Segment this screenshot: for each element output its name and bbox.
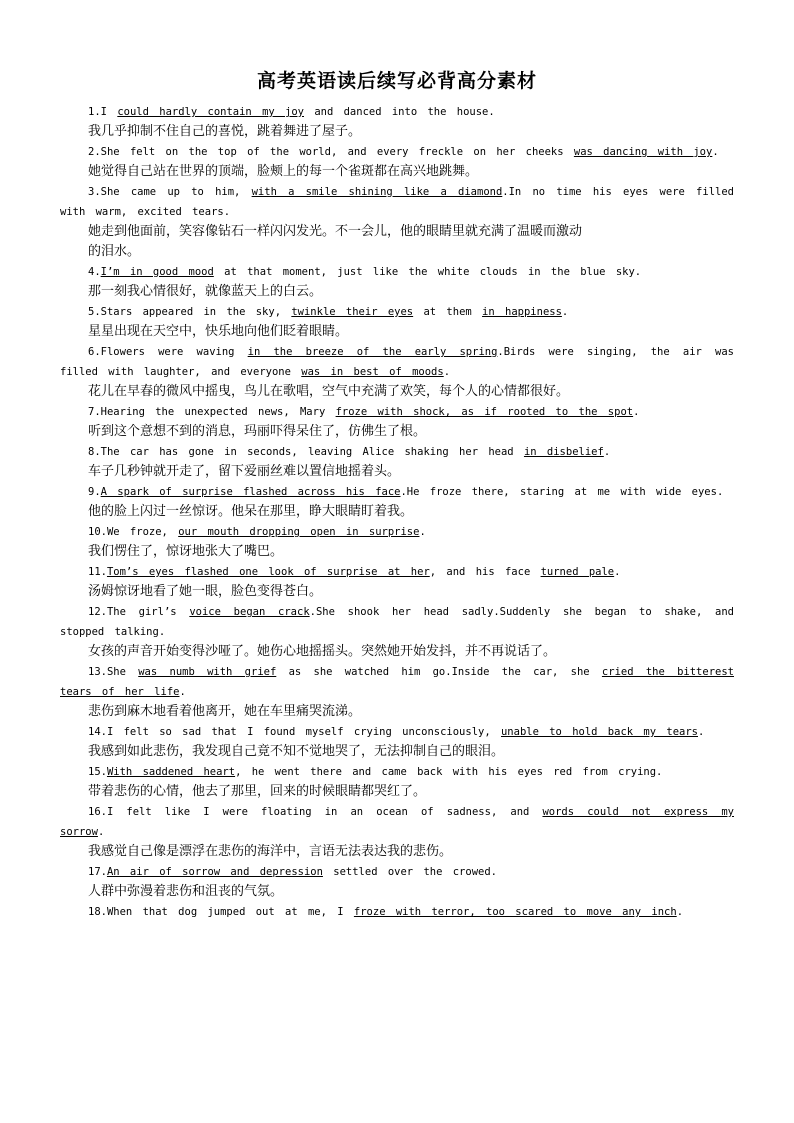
sentence-text: .In no time his eyes were filled with warm, excited tears.	[60, 186, 734, 218]
sentence-text: Hearing the unexpected news, Mary	[100, 406, 336, 418]
english-sentence	[60, 102, 734, 122]
sentence-text: .She shook her head sadly.Suddenly she began to shake, and stopped talking.	[60, 606, 734, 638]
highlighted-phrase: I’m in good mood	[100, 266, 214, 278]
english-sentence	[60, 602, 734, 642]
chinese-translation: 我几乎抑制不住自己的喜悦，跳着舞进了屋子。	[88, 124, 362, 139]
highlighted-phrase: turned pale	[540, 566, 615, 578]
item-number: 16.	[88, 806, 107, 818]
chinese-translation: 我感觉自己像是漂浮在悲伤的海洋中，言语无法表达我的悲伤。	[88, 844, 453, 859]
english-sentence	[60, 142, 734, 162]
item-number: 17.	[88, 866, 107, 878]
highlighted-phrase: A spark of surprise flashed across his face	[100, 486, 401, 498]
chinese-translation: 我感到如此悲伤，我发现自己竟不知不觉地哭了，无法抑制自己的眼泪。	[88, 744, 505, 759]
item-number: 3.	[88, 186, 101, 198]
document-page	[60, 68, 734, 922]
chinese-translation: 她走到他面前，笑容像钻石一样闪闪发光。不一会儿，他的眼睛里就充满了温暖而激动	[88, 224, 583, 239]
list-item	[60, 902, 734, 922]
highlighted-phrase: cried the bitterest tears of her life	[60, 666, 734, 698]
list-item	[60, 142, 734, 182]
list-item	[60, 662, 734, 722]
sentence-text: I felt so sad that I found myself crying unconsciously,	[106, 726, 501, 738]
sentence-text: .	[614, 566, 621, 578]
highlighted-phrase: in disbelief	[523, 446, 604, 458]
english-sentence	[60, 482, 734, 502]
chinese-translation: 人群中弥漫着悲伤和沮丧的气氛。	[88, 884, 284, 899]
sentence-text: .	[419, 526, 426, 538]
highlighted-phrase: could hardly contain my joy	[117, 106, 304, 118]
highlighted-phrase: voice began crack	[189, 606, 310, 618]
list-item	[60, 262, 734, 302]
sentence-text: .	[676, 906, 684, 918]
sentence-text: She came up to him,	[100, 186, 252, 198]
english-sentence	[60, 762, 734, 782]
highlighted-phrase: Tom’s eyes flashed one look of surprise at her	[106, 566, 430, 578]
list-item	[60, 802, 734, 862]
list-item	[60, 442, 734, 482]
highlighted-phrase: froze with terror, too scared to move any inch	[353, 906, 677, 918]
sentence-text: .	[698, 726, 705, 738]
chinese-translation: 带着悲伤的心情，他去了那里，回来的时候眼睛都哭红了。	[88, 784, 427, 799]
highlighted-phrase: words could not express my sorrow	[60, 806, 734, 838]
sentence-text: .	[443, 366, 451, 378]
item-number: 12.	[88, 606, 107, 618]
highlighted-phrase: in the breeze of the early spring	[247, 346, 498, 358]
list-item	[60, 862, 734, 902]
list-item	[60, 182, 734, 262]
sentence-text: at that moment, just like the white clouds in the blue sky.	[213, 266, 642, 278]
chinese-translation: 悲伤到麻木地看着他离开，她在车里痛哭流涕。	[88, 704, 362, 719]
highlighted-phrase: with a smile shining like a diamond	[251, 186, 503, 198]
chinese-translation: 汤姆惊讶地看了她一眼，脸色变得苍白。	[88, 584, 323, 599]
sentence-text: I	[100, 106, 118, 118]
english-sentence	[60, 862, 734, 882]
sentence-text: .	[603, 446, 611, 458]
sentence-text: at them	[413, 306, 483, 318]
highlighted-phrase: froze with shock, as if rooted to the spot	[335, 406, 634, 418]
chinese-translation: 听到这个意想不到的消息，玛丽吓得呆住了，仿佛生了根。	[88, 424, 427, 439]
sentence-text: She felt on the top of the world, and every freckle on her cheeks	[100, 146, 574, 158]
sentence-text: The car has gone in seconds, leaving Alice shaking her head	[100, 446, 524, 458]
item-number: 7.	[88, 406, 101, 418]
english-sentence	[60, 662, 734, 702]
list-item	[60, 342, 734, 402]
english-sentence	[60, 722, 734, 742]
sentence-list	[60, 102, 734, 922]
sentence-text: When that dog jumped out at me, I	[106, 906, 354, 918]
item-number: 5.	[88, 306, 101, 318]
item-number: 4.	[88, 266, 101, 278]
item-number: 8.	[88, 446, 101, 458]
english-sentence	[60, 902, 734, 922]
highlighted-phrase: unable to hold back my tears	[500, 726, 698, 738]
sentence-text: settled over the crowed.	[322, 866, 497, 878]
chinese-translation: 他的脸上闪过一丝惊讶。他呆在那里，睁大眼睛盯着我。	[88, 504, 414, 519]
item-number: 1.	[88, 106, 101, 118]
chinese-translation: 女孩的声音开始变得沙哑了。她伤心地摇摇头。突然她开始发抖，并不再说话了。	[88, 644, 557, 659]
sentence-text: .	[561, 306, 569, 318]
item-number: 18.	[88, 906, 107, 918]
chinese-translation: 星星出现在天空中，快乐地向他们眨着眼睛。	[88, 324, 349, 339]
sentence-text: .	[179, 686, 186, 698]
document-title: 高考英语读后续写必背高分素材	[256, 70, 537, 92]
list-item	[60, 522, 734, 562]
item-number: 13.	[88, 666, 107, 678]
english-sentence	[60, 562, 734, 582]
english-sentence	[60, 802, 734, 842]
item-number: 6.	[88, 346, 101, 358]
sentence-text: Stars appeared in the sky,	[100, 306, 292, 318]
sentence-text: .Birds were singing, the air was filled with laughter, and everyone	[60, 346, 734, 378]
english-sentence	[60, 402, 734, 422]
sentence-text: , he went there and came back with his eyes red from crying.	[235, 766, 663, 778]
english-sentence	[60, 342, 734, 382]
list-item	[60, 302, 734, 342]
sentence-text: as she watched him go.Inside the car, she	[276, 666, 602, 678]
list-item	[60, 722, 734, 762]
sentence-text: I felt like I were floating in an ocean of sadness, and	[106, 806, 543, 818]
sentence-text: The girl’s	[106, 606, 190, 618]
english-sentence	[60, 442, 734, 462]
chinese-translation: 我们愣住了，惊讶地张大了嘴巴。	[88, 544, 284, 559]
highlighted-phrase: was dancing with joy	[573, 146, 713, 158]
highlighted-phrase: With saddened heart	[106, 766, 236, 778]
english-sentence	[60, 182, 734, 222]
sentence-text: We froze,	[106, 526, 179, 538]
list-item	[60, 482, 734, 522]
item-number: 14.	[88, 726, 107, 738]
sentence-text: .	[97, 826, 105, 838]
list-item	[60, 402, 734, 442]
highlighted-phrase: was in best of moods	[301, 366, 444, 378]
chinese-translation: 那一刻我心情很好，就像蓝天上的白云。	[88, 284, 323, 299]
english-sentence	[60, 522, 734, 542]
english-sentence	[60, 262, 734, 282]
sentence-text: .He froze there, staring at me with wide eyes.	[400, 486, 724, 498]
sentence-text: .	[633, 406, 640, 418]
sentence-text: She	[106, 666, 139, 678]
sentence-text: and danced into the house.	[304, 106, 495, 118]
item-number: 11.	[88, 566, 107, 578]
sentence-text: .	[712, 146, 719, 158]
highlighted-phrase: our mouth dropping open in surprise	[178, 526, 420, 538]
highlighted-phrase: twinkle their eyes	[291, 306, 414, 318]
highlighted-phrase: An air of sorrow and depression	[106, 866, 323, 878]
item-number: 9.	[88, 486, 101, 498]
list-item	[60, 562, 734, 602]
chinese-translation: 的泪水。	[88, 244, 141, 259]
highlighted-phrase: in happiness	[482, 306, 562, 318]
sentence-text: , and his face	[429, 566, 541, 578]
list-item	[60, 762, 734, 802]
item-number: 15.	[88, 766, 107, 778]
chinese-translation: 她觉得自己站在世界的顶端，脸颊上的每一个雀斑都在高兴地跳舞。	[88, 164, 479, 179]
english-sentence	[60, 302, 734, 322]
chinese-translation: 花儿在早春的微风中摇曳，鸟儿在歌唱，空气中充满了欢笑，每个人的心情都很好。	[88, 384, 570, 399]
highlighted-phrase: was numb with grief	[138, 666, 277, 678]
item-number: 10.	[88, 526, 107, 538]
list-item	[60, 602, 734, 662]
sentence-text: Flowers were waving	[100, 346, 248, 358]
chinese-translation: 车子几秒钟就开走了，留下爱丽丝难以置信地摇着头。	[88, 464, 401, 479]
list-item	[60, 102, 734, 142]
item-number: 2.	[88, 146, 101, 158]
